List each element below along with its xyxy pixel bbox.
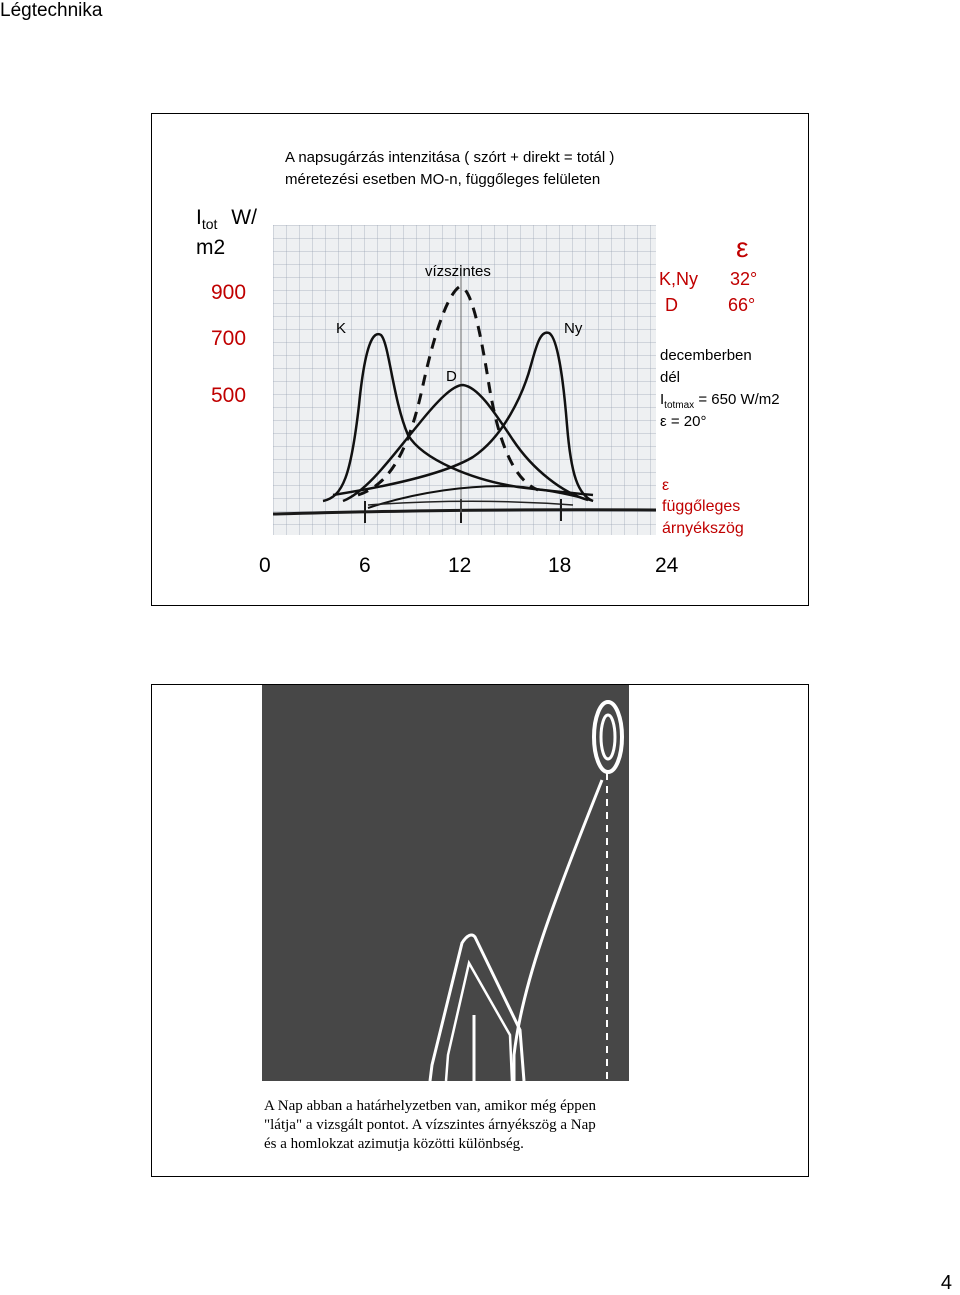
curve-label-k: K: [336, 320, 347, 337]
y-axis-symbol: I: [196, 206, 202, 229]
y-axis-subscript: tot: [201, 216, 218, 233]
shading-illustration: [262, 685, 629, 1081]
note-max-intensity-value: = 650 W/m2: [694, 391, 780, 408]
epsilon-note-symbol: ε: [662, 477, 670, 494]
sightline-to-sun: [514, 780, 602, 1081]
y-axis-label: [196, 206, 257, 232]
shading-illustration-drawing: [262, 685, 629, 1081]
curve-lower-2: [368, 501, 573, 505]
y-tick-500: 500: [211, 384, 247, 407]
note-month: decemberben: [660, 347, 752, 364]
legend-row1-name: K,Ny: [659, 269, 699, 289]
curve-label-vizszintes: vízszintes: [425, 263, 491, 280]
note-time: dél: [660, 369, 681, 386]
legend-row1-value: 32°: [730, 269, 758, 289]
note-epsilon-value: ε = 20°: [660, 413, 707, 430]
epsilon-note-line2: árnyékszög: [662, 520, 744, 537]
y-tick-700: 700: [211, 327, 247, 350]
page-header: Légtechnika: [0, 0, 103, 21]
caption-line-2: "látja" a vizsgált pontot. A vízszintes árnyékszög a Nap: [264, 1117, 596, 1133]
curve-ny: [333, 333, 593, 501]
caption-line-1: A Nap abban a határhelyzetben van, amikor még éppen: [264, 1098, 596, 1114]
slide-intensity-chart: [151, 113, 809, 606]
sun-inner-ellipse: [601, 715, 615, 759]
gable-roof-inner: [446, 963, 512, 1081]
slide-title-line-1: A napsugárzás intenzitása ( szórt + direkt = totál ): [285, 149, 615, 166]
note-max-intensity-subscript: totmax: [664, 400, 695, 411]
caption-line-3: és a homlokzat azimutja közötti különbség.: [264, 1136, 524, 1152]
x-tick-0: 0: [259, 554, 271, 577]
legend-row2-name: D: [665, 295, 678, 315]
legend-epsilon-symbol: ε: [736, 232, 749, 263]
x-tick-18: 18: [548, 554, 572, 577]
curve-k: [323, 334, 593, 501]
x-tick-12: 12: [448, 554, 472, 577]
x-tick-6: 6: [359, 554, 371, 577]
y-axis-unit-part1: W/: [231, 206, 257, 229]
curve-label-ny: Ny: [564, 320, 583, 337]
epsilon-note-line1: függőleges: [662, 498, 741, 515]
x-axis-line: [273, 510, 656, 514]
note-max-intensity-symbol: I: [660, 391, 665, 408]
curve-label-d: D: [446, 368, 457, 385]
page-number: 4: [940, 1272, 952, 1294]
slide-title-line-2: méretezési esetben MO-n, függőleges felületen: [285, 171, 601, 188]
y-axis-unit-part2: m2: [196, 236, 226, 259]
slide-shading-angle: [151, 684, 809, 1177]
y-tick-900: 900: [211, 281, 247, 304]
x-tick-24: 24: [655, 554, 679, 577]
sun-outer-ellipse: [594, 702, 622, 772]
legend-row2-value: 66°: [728, 295, 756, 315]
